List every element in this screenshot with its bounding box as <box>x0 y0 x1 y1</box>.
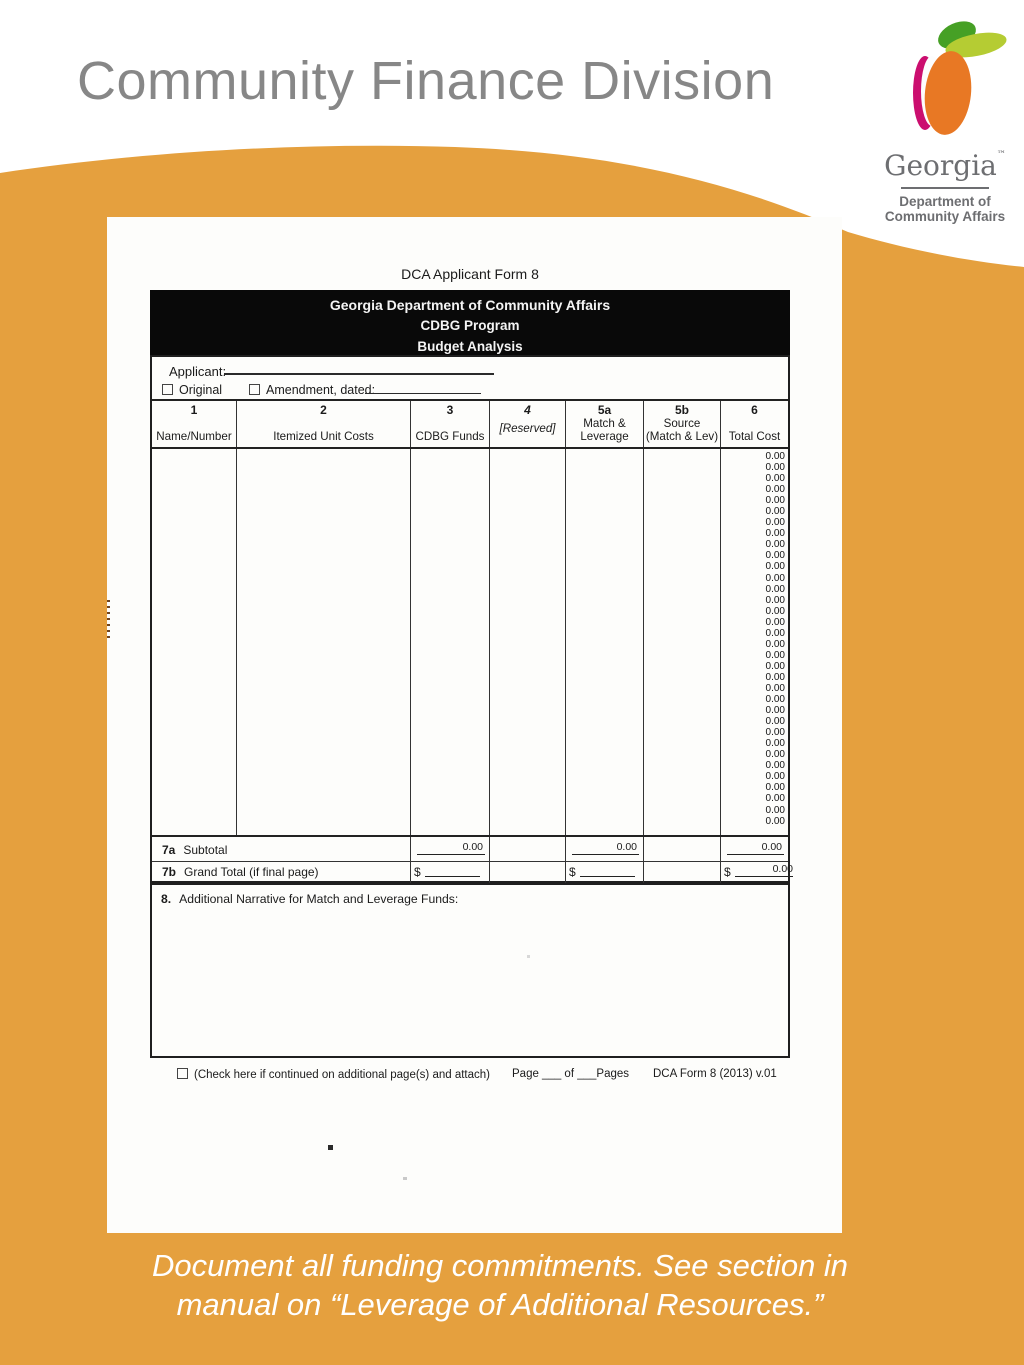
caption-line-2: manual on “Leverage of Additional Resources.” <box>176 1287 824 1322</box>
header-bar-line3: Budget Analysis <box>417 339 523 354</box>
logo-divider <box>901 187 989 189</box>
header-bar-line2: CDBG Program <box>420 318 520 333</box>
column-header-4: 4 [Reserved] <box>489 401 565 447</box>
grand-total-match-leverage: $ <box>565 862 643 883</box>
applicant-blank-line <box>224 373 494 375</box>
body-col-itemized <box>236 449 410 835</box>
slide-caption <box>0 1246 1000 1324</box>
amendment-date-blank-line <box>365 393 481 394</box>
page-numbers: Page ___ of ___Pages <box>512 1068 630 1080</box>
table-column-headers <box>152 399 788 449</box>
body-col-reserved <box>489 449 565 835</box>
original-checkbox-option: Original <box>162 383 222 397</box>
amendment-checkbox-option: Amendment, dated: <box>249 383 375 397</box>
grand-total-label: 7b Grand Total (if final page) <box>162 865 319 879</box>
caption-line-1: Document all funding commitments. See section in <box>151 1248 849 1283</box>
column-header-5b: 5b Source (Match & Lev) <box>643 401 720 447</box>
georgia-dca-logo <box>872 12 1018 224</box>
scan-speck <box>403 1177 407 1180</box>
column-header-5a: 5a Match & Leverage <box>565 401 643 447</box>
grand-total-total-cost: $ 0.00 <box>720 862 788 883</box>
column-header-2: 2 Itemized Unit Costs <box>236 401 410 447</box>
column-header-6: 6 Total Cost <box>720 401 788 447</box>
body-col-cdbg <box>410 449 489 835</box>
slide-title: Community Finance Division <box>77 51 775 111</box>
applicant-label: Applicant: <box>169 364 227 379</box>
amendment-checkbox <box>249 384 260 395</box>
body-col-total-cost: 0.00 0.00 0.00 0.00 0.00 0.00 0.00 0.00 0.00 0.00 0.00 0.00 0.00 0.00 0.00 0.00 0.00 0.00 0.00 0.00 0.00 0.00 0.00 0.00 0.00 0.00 0.00 0.00 0.00 0.00 0.00 0.00 0.00 0.00 <box>720 449 788 835</box>
blank-money-line <box>580 876 635 877</box>
scan-speck <box>328 1145 333 1150</box>
body-col-name-number <box>152 449 236 835</box>
table-body <box>152 449 788 835</box>
form-sheet <box>107 217 842 1233</box>
grand-total-cdbg-funds: $ <box>410 862 489 883</box>
georgia-wordmark: Georgia™ <box>884 149 1006 182</box>
form-version: DCA Form 8 (2013) v.01 <box>653 1068 777 1080</box>
original-checkbox <box>162 384 173 395</box>
grand-total-source <box>643 862 720 883</box>
trademark-symbol: ™ <box>996 150 1006 160</box>
body-col-source <box>643 449 720 835</box>
header-bar-line1: Georgia Department of Community Affairs <box>329 297 611 313</box>
body-col-match <box>565 449 643 835</box>
georgia-peach-icon <box>872 12 1018 140</box>
budget-table <box>150 355 793 883</box>
form-header-bar <box>150 290 790 355</box>
continuation-checkbox <box>177 1068 188 1079</box>
subtotal-label: 7a Subtotal <box>162 843 228 857</box>
form-doc-title: DCA Applicant Form 8 <box>401 266 539 282</box>
scan-speck <box>527 955 530 958</box>
subtotal-match-leverage: 0.00 <box>565 837 643 861</box>
scan-edge-marks <box>107 600 110 642</box>
grand-total-reserved <box>489 862 565 883</box>
narrative-label: 8. Additional Narrative for Match and Leverage Funds: <box>161 892 459 906</box>
subtotal-reserved <box>489 837 565 861</box>
grand-total-row <box>152 861 793 883</box>
column-header-3: 3 CDBG Funds <box>410 401 489 447</box>
column-header-1: 1 Name/Number <box>156 403 232 443</box>
subtotal-source <box>643 837 720 861</box>
subtotal-total-cost: 0.00 <box>720 837 788 861</box>
department-name: Department of Community Affairs <box>884 194 1006 224</box>
subtotal-cdbg-funds: 0.00 <box>410 837 489 861</box>
subtotal-row <box>152 835 788 861</box>
narrative-section <box>150 883 790 1058</box>
blank-money-line <box>425 876 480 877</box>
continuation-note: (Check here if continued on additional page(s) and attach) <box>177 1068 490 1081</box>
applicant-area <box>152 357 788 399</box>
